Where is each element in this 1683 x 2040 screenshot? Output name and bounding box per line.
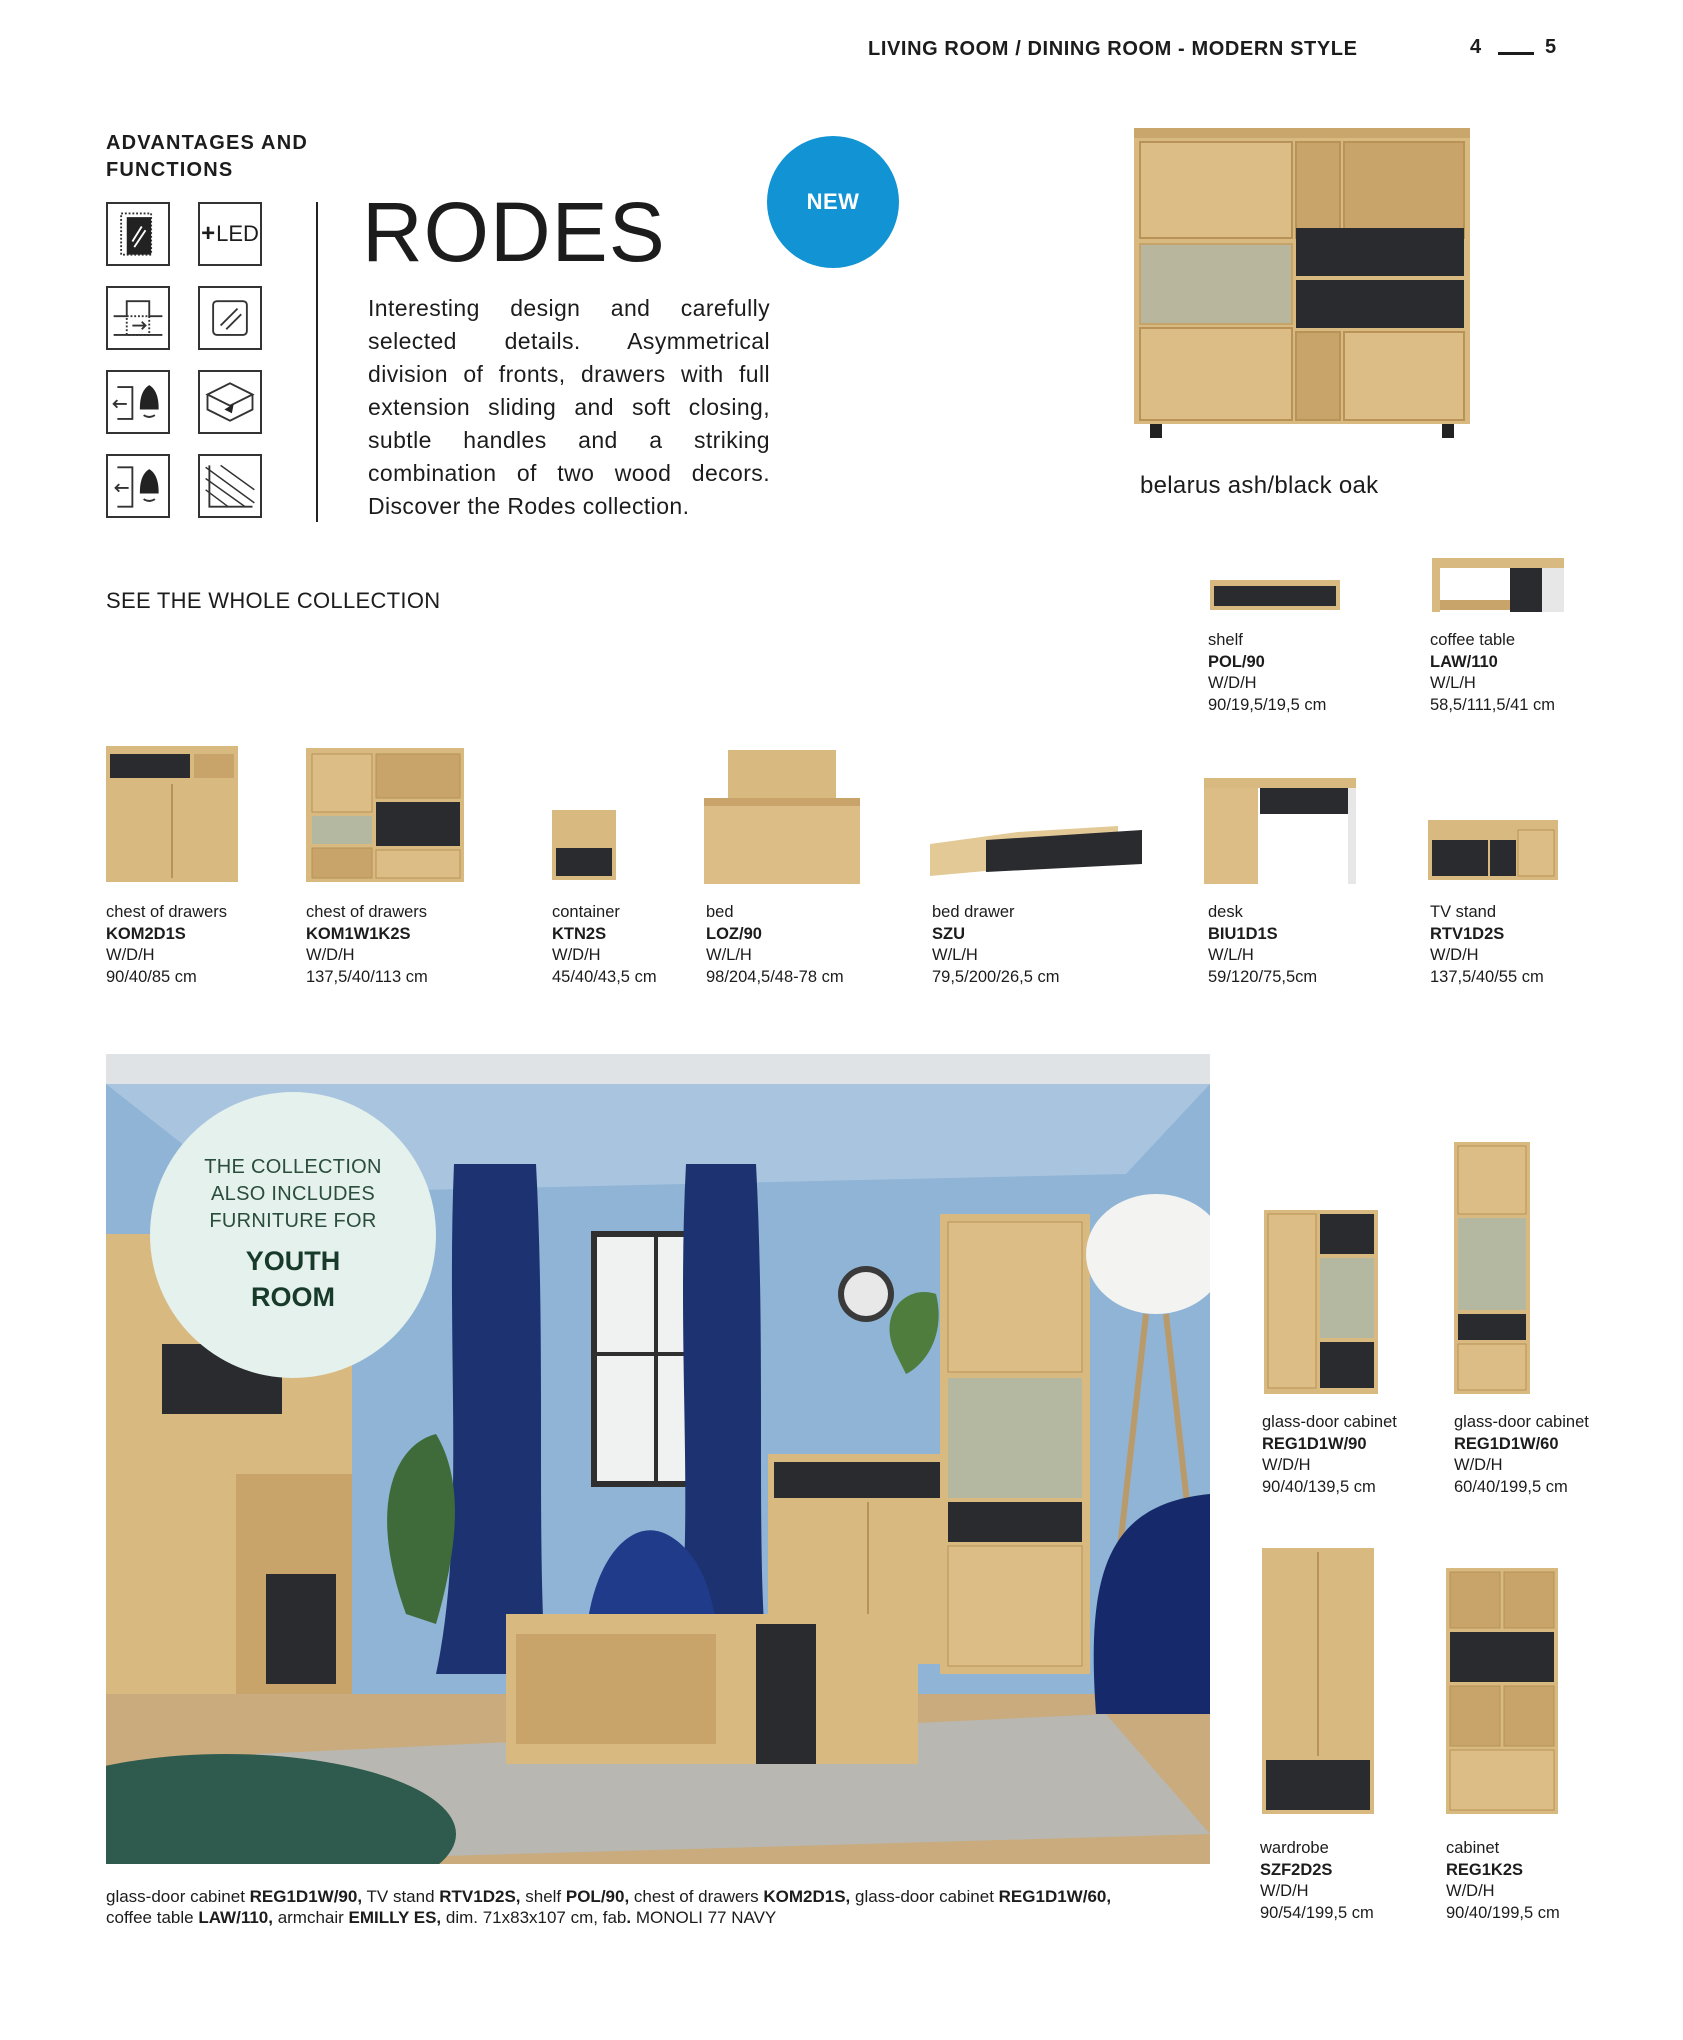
collection-item-shelf: shelf POL/90 W/D/H 90/19,5/19,5 cm xyxy=(1208,631,1327,714)
hero-caption: belarus ash/black oak xyxy=(1140,472,1379,499)
bed-image xyxy=(702,748,862,886)
collection-item-reg1d1w60: glass-door cabinet REG1D1W/60 W/D/H 60/40/199,5 cm xyxy=(1454,1413,1589,1496)
product-brand-title: RODES xyxy=(362,185,666,279)
collection-item-biu1d1s: desk BIU1D1S W/L/H 59/120/75,5cm xyxy=(1208,903,1318,986)
coffee-table-image xyxy=(1430,554,1566,616)
glass-icon xyxy=(198,286,262,350)
collection-item-szf2d2s: wardrobe SZF2D2S W/D/H 90/54/199,5 cm xyxy=(1260,1839,1374,1922)
youth-room-callout: THE COLLECTION ALSO INCLUDES FURNITURE FOR YOUTH ROOM xyxy=(150,1092,436,1378)
page-separator xyxy=(1498,52,1534,55)
collection-item-reg1d1w90: glass-door cabinet REG1D1W/90 W/D/H 90/40/139,5 cm xyxy=(1262,1413,1397,1496)
new-badge: NEW xyxy=(767,136,899,268)
reg1d1w60-image xyxy=(1452,1140,1532,1398)
tv-stand-image xyxy=(1426,818,1560,884)
shelf-image xyxy=(1208,578,1342,612)
collection-item-kom1w1k2s: chest of drawers KOM1W1K2S W/D/H 137,5/40/113 cm xyxy=(306,903,428,986)
wardrobe-image xyxy=(1260,1546,1376,1818)
reg1d1w90-image xyxy=(1262,1208,1380,1398)
led-icon: + LED xyxy=(198,202,262,266)
page-number-right: 5 xyxy=(1545,36,1557,58)
collection-item-ktn2s: container KTN2S W/D/H 45/40/43,5 cm xyxy=(552,903,657,986)
desk-image xyxy=(1202,776,1358,886)
product-description: Interesting design and carefully selected details. Asymmetrical division of fronts, drawers with full extension sliding and soft closing, subtle handles and a striking combination of two wood decors. Discover the Rodes collection. xyxy=(368,295,770,519)
collection-item-loz90: bed LOZ/90 W/L/H 98/204,5/48-78 cm xyxy=(706,903,844,986)
bed-drawer-image xyxy=(928,822,1146,882)
soft-close-door-icon xyxy=(106,454,170,518)
decor-pattern-icon xyxy=(198,454,262,518)
assembly-icon xyxy=(198,370,262,434)
page-number-left: 4 xyxy=(1470,36,1482,58)
section-title: LIVING ROOM / DINING ROOM - MODERN STYLE xyxy=(868,38,1358,60)
soft-close-drawer-icon xyxy=(106,370,170,434)
collection-heading: SEE THE WHOLE COLLECTION xyxy=(106,588,441,613)
hero-product-image xyxy=(1130,124,1474,442)
reg1k2s-image xyxy=(1444,1566,1560,1818)
advantages-title: ADVANTAGES AND FUNCTIONS xyxy=(106,132,308,181)
container-image xyxy=(550,808,618,884)
vertical-divider xyxy=(316,202,318,522)
collection-item-reg1k2s: cabinet REG1K2S W/D/H 90/40/199,5 cm xyxy=(1446,1839,1560,1922)
collection-item-kom2d1s: chest of drawers KOM2D1S W/D/H 90/40/85 cm xyxy=(106,903,228,986)
gloss-front-icon xyxy=(106,202,170,266)
drawer-extension-icon xyxy=(106,286,170,350)
collection-item-rtv1d2s: TV stand RTV1D2S W/D/H 137,5/40/55 cm xyxy=(1430,903,1544,986)
photo-caption: glass-door cabinet REG1D1W/90, TV stand RTV1D2S, shelf POL/90, chest of drawers KOM2D1S, glass-door cabinet REG1D1W/60, coffee table LAW/110, armchair EMILLY ES, dim. 71x83x107 cm, fab. MONOLI 77 NAVY xyxy=(106,1887,1112,1927)
collection-item-coffee-table: coffee table LAW/110 W/L/H 58,5/111,5/41 cm xyxy=(1430,631,1556,714)
chest-kom2d1s-image xyxy=(104,744,240,886)
collection-item-szu: bed drawer SZU W/L/H 79,5/200/26,5 cm xyxy=(932,903,1060,986)
chest-kom1w1k2s-image xyxy=(304,746,466,886)
